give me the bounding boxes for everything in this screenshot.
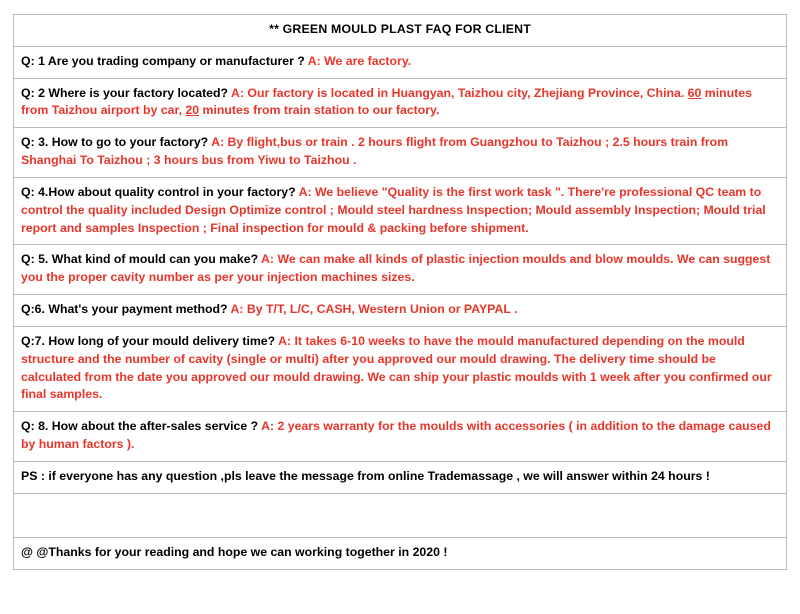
table-row [14, 46, 787, 78]
table-row [14, 177, 787, 244]
answer-text: A: We can make all kinds of plastic injection moulds and blow moulds. We can suggest you the proper cavity number as per your injection machines sizes. [21, 252, 771, 285]
question-text: Q: 1 Are you trading company or manufacturer ? [21, 53, 308, 68]
answer-text: A: We believe "Quality is the first work task ". There're professional QC team to control the quality included Design Optimize control ; Mould steel hardness Inspection; Mould assembly Inspection; Mould trial report and samples Inspection ; Final inspection for mould & packing before shipment. [21, 184, 766, 235]
faq-row-q1 [14, 46, 787, 78]
answer-text-part3: minutes from train station to our factory. [199, 103, 440, 118]
faq-row-q8 [14, 412, 787, 462]
question-text: Q: 3. How to go to your factory? [21, 135, 212, 150]
document-title: ** GREEN MOULD PLAST FAQ FOR CLIENT [14, 15, 787, 47]
faq-row-q3 [14, 128, 787, 178]
ps-note: PS : if everyone has any question ,pls leave the message from online Trademassage , we will answer within 24 hours ! [14, 461, 787, 493]
faq-row-q7 [14, 326, 787, 411]
question-text: Q:6. What's your payment method? [21, 302, 231, 317]
table-row [14, 461, 787, 493]
table-row [14, 295, 787, 327]
answer-text: A: 2 years warranty for the moulds with accessories ( in addition to the damage caused by human factors ). [21, 419, 771, 452]
table-row [14, 78, 787, 128]
faq-table [13, 14, 787, 570]
answer-text: A: It takes 6-10 weeks to have the mould manufactured depending on the mould structure and the number of cavity (single or multi) after you approved our mould drawing. The delivery time should be calculated from the date you approved our mould drawing. We can ship your plastic moulds with 1 week after you confirmed our final samples. [21, 333, 772, 402]
faq-row-q4 [14, 177, 787, 244]
question-text: Q:7. How long of your mould delivery time? [21, 333, 279, 348]
answer-text-part1: A: Our factory is located in Huangyan, Taizhou city, Zhejiang Province, China. [231, 85, 688, 100]
blank-row [14, 493, 787, 537]
table-row [14, 15, 787, 47]
answer-underline-20: 20 [185, 103, 200, 118]
table-row [14, 493, 787, 537]
answer-underline-60: 60 [687, 85, 702, 100]
faq-row-q6 [14, 295, 787, 327]
table-row [14, 245, 787, 295]
question-text: Q: 5. What kind of mould can you make? [21, 252, 262, 267]
question-text: Q: 8. How about the after-sales service ? [21, 419, 262, 434]
table-row [14, 326, 787, 411]
answer-text: A: We are factory. [307, 53, 412, 68]
question-text: Q: 4.How about quality control in your factory? [21, 184, 299, 199]
question-text: Q: 2 Where is your factory located? [21, 85, 232, 100]
table-row [14, 537, 787, 569]
thanks-note: @ @Thanks for your reading and hope we can working together in 2020 ! [14, 537, 787, 569]
faq-row-q2 [14, 78, 787, 128]
answer-text: A: By flight,bus or train . 2 hours flight from Guangzhou to Taizhou ; 2.5 hours train from Shanghai To Taizhou ; 3 hours bus from Yiwu to Taizhou . [21, 135, 729, 168]
answer-text-part2: minutes from Taizhou airport by car, [21, 85, 752, 118]
answer-text: A: By T/T, L/C, CASH, Western Union or PAYPAL . [230, 302, 518, 317]
table-row [14, 128, 787, 178]
faq-row-q5 [14, 245, 787, 295]
table-row [14, 412, 787, 462]
